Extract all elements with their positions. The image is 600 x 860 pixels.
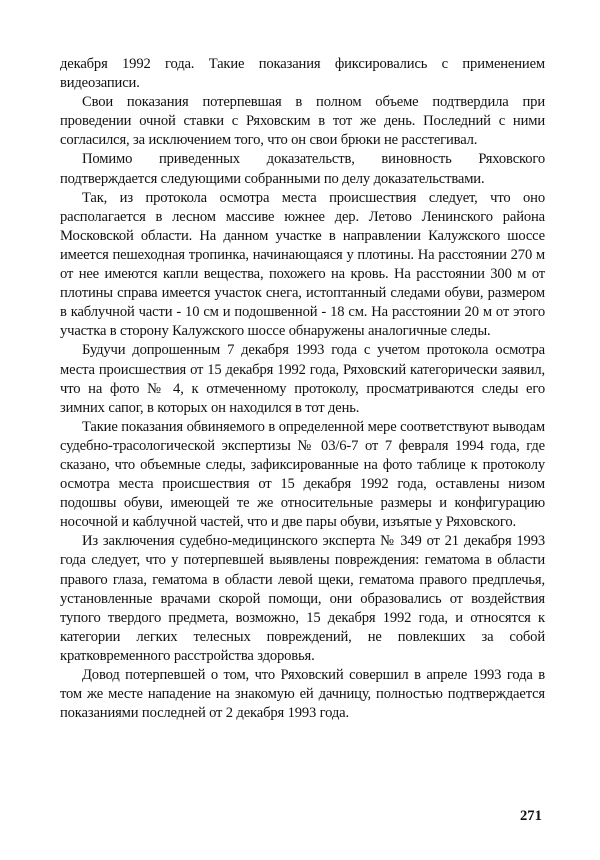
paragraph-continuation: декабря 1992 года. Такие показания фиксировались с применением видеозаписи. bbox=[60, 56, 545, 92]
paragraph-medical-expertise: Из заключения судебно-медицинского эксперта № 349 от 21 декабря 1993 года следует, что у потерпевшей выявлены повреждения: гематома в области правого глаза, гематома в области левой щеки, гематома правого предплечья, установленные врачами скорой помощи, они образовались от воздействия тупого твердого предмета, возможно, 15 декабря 1992 года, и относятся к категории легких телесных повреждений, не повлекших за собой кратковременного расстройства здоровья. bbox=[60, 533, 545, 664]
paragraph-victim-argument: Довод потерпевшей о том, что Ряховский совершил в апреле 1993 года в том же месте нападение на знакомую ей дачницу, полностью подтверждается показаниями последней от 2 декабря 1993 года. bbox=[60, 667, 545, 722]
page-number: 271 bbox=[520, 808, 542, 824]
paragraph-evidence-intro: Помимо приведенных доказательств, виновность Ряховского подтверждается следующими собранными по делу доказательствами. bbox=[60, 151, 545, 187]
paragraph-scene-inspection: Так, из протокола осмотра места происшествия следует, что оно располагается в лесном массиве южнее дер. Летово Ленинского района Московской области. На данном участке в направлении Калужского шоссе имеется пешеходная тропинка, начинающаяся у плотины. На расстоянии 270 м от нее имеются капли вещества, похожего на кровь. На расстоянии 300 м от плотины справа имеется участок снега, истоптанный следами обуви, размером в каблучной части - 10 см и подошвенной - 18 см. На расстоянии 20 м от этого участка в сторону Калужского шоссе обнаружены аналогичные следы. bbox=[60, 189, 545, 340]
paragraph-confrontation: Свои показания потерпевшая в полном объеме подтвердила при проведении очной ставки с Ряховским в тот же день. Последний с ними согласился, за исключением того, что он свои брюки не расстегивал. bbox=[60, 94, 545, 149]
paragraph-trace-expertise: Такие показания обвиняемого в определенной мере соответствуют выводам судебно-трасологической экспертизы № 03/6-7 от 7 февраля 1994 года, где сказано, что объемные следы, зафиксированные на фото таблице к протоколу осмотра места происшествия от 15 декабря 1992 года, оставлены низом подошвы обуви, имеющей те же относительные размеры и конфигурацию носочной и каблучной частей, что и две пары обуви, изъятые у Ряховского. bbox=[60, 418, 545, 531]
paragraph-interrogation: Будучи допрошенным 7 декабря 1993 года с учетом протокола осмотра места происшествия от 15 декабря 1992 года, Ряховский категорически заявил, что на фото № 4, к отмеченному протоколу, просматриваются следы его зимних сапог, в которых он находился в тот день. bbox=[60, 342, 545, 416]
body-text bbox=[60, 55, 545, 723]
